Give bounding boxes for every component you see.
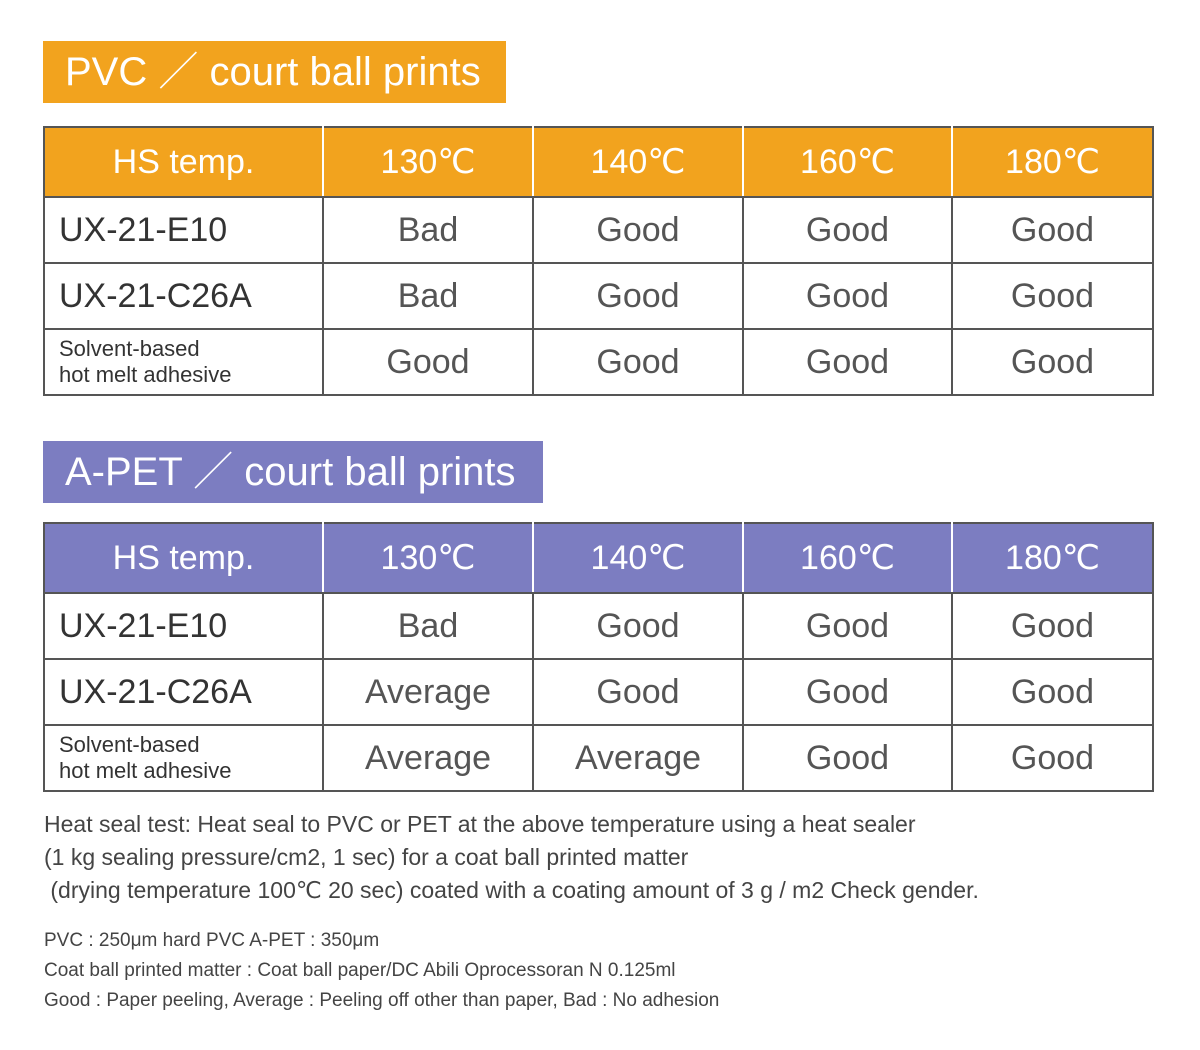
table-row (44, 725, 1153, 791)
result-cell: Good (533, 197, 743, 263)
row-label (44, 329, 323, 395)
test-description-line: Heat seal test: Heat seal to PVC or PET at the above temperature using a heat sealer (44, 811, 916, 837)
table-row (44, 329, 1153, 395)
table-row (44, 593, 1153, 659)
table-row (44, 197, 1153, 263)
test-description (44, 808, 979, 907)
apet-results-table (43, 522, 1154, 792)
row-label-line: Solvent-based (59, 336, 200, 361)
result-cell: Good (743, 197, 952, 263)
test-description-line: (drying temperature 100℃ 20 sec) coated with a coating amount of 3 g / m2 Check gender. (44, 877, 979, 903)
table-header-row (44, 523, 1153, 593)
row-label: UX-21-C26A (44, 659, 323, 725)
result-cell: Good (952, 659, 1153, 725)
footnote-line: Good : Paper peeling, Average : Peeling off other than paper, Bad : No adhesion (44, 990, 720, 1011)
result-cell: Good (533, 263, 743, 329)
result-cell: Good (952, 593, 1153, 659)
result-cell: Good (952, 725, 1153, 791)
result-cell: Good (533, 659, 743, 725)
row-label-line: Solvent-based (59, 732, 200, 757)
result-cell: Good (952, 329, 1153, 395)
result-cell: Average (533, 725, 743, 791)
row-label-line: hot melt adhesive (59, 362, 232, 387)
row-label: UX-21-C26A (44, 263, 323, 329)
header-140: 140℃ (533, 127, 743, 197)
table-header-row (44, 127, 1153, 197)
result-cell: Average (323, 725, 533, 791)
result-cell: Average (323, 659, 533, 725)
result-cell: Good (952, 197, 1153, 263)
result-cell: Bad (323, 263, 533, 329)
row-label: UX-21-E10 (44, 197, 323, 263)
footnotes (44, 926, 719, 1016)
header-160: 160℃ (743, 523, 952, 593)
row-label: UX-21-E10 (44, 593, 323, 659)
footnote-line: Coat ball printed matter : Coat ball paper/DC Abili Oprocessoran N 0.125ml (44, 960, 676, 981)
result-cell: Bad (323, 593, 533, 659)
result-cell: Good (952, 263, 1153, 329)
header-hs-temp: HS temp. (44, 127, 323, 197)
header-140: 140℃ (533, 523, 743, 593)
result-cell: Good (743, 329, 952, 395)
result-cell: Good (743, 263, 952, 329)
table-row (44, 263, 1153, 329)
header-180: 180℃ (952, 127, 1153, 197)
result-cell: Good (533, 593, 743, 659)
apet-section-title: A-PET ／ court ball prints (43, 441, 543, 503)
header-130: 130℃ (323, 127, 533, 197)
result-cell: Good (533, 329, 743, 395)
result-cell: Bad (323, 197, 533, 263)
result-cell: Good (743, 659, 952, 725)
row-label (44, 725, 323, 791)
table-row (44, 659, 1153, 725)
result-cell: Good (743, 725, 952, 791)
header-160: 160℃ (743, 127, 952, 197)
header-180: 180℃ (952, 523, 1153, 593)
test-description-line: (1 kg sealing pressure/cm2, 1 sec) for a coat ball printed matter (44, 844, 689, 870)
pvc-section-title: PVC ／ court ball prints (43, 41, 506, 103)
pvc-results-table (43, 126, 1154, 396)
row-label-line: hot melt adhesive (59, 758, 232, 783)
result-cell: Good (323, 329, 533, 395)
result-cell: Good (743, 593, 952, 659)
header-130: 130℃ (323, 523, 533, 593)
header-hs-temp: HS temp. (44, 523, 323, 593)
footnote-line: PVC : 250μm hard PVC A-PET : 350μm (44, 930, 380, 951)
